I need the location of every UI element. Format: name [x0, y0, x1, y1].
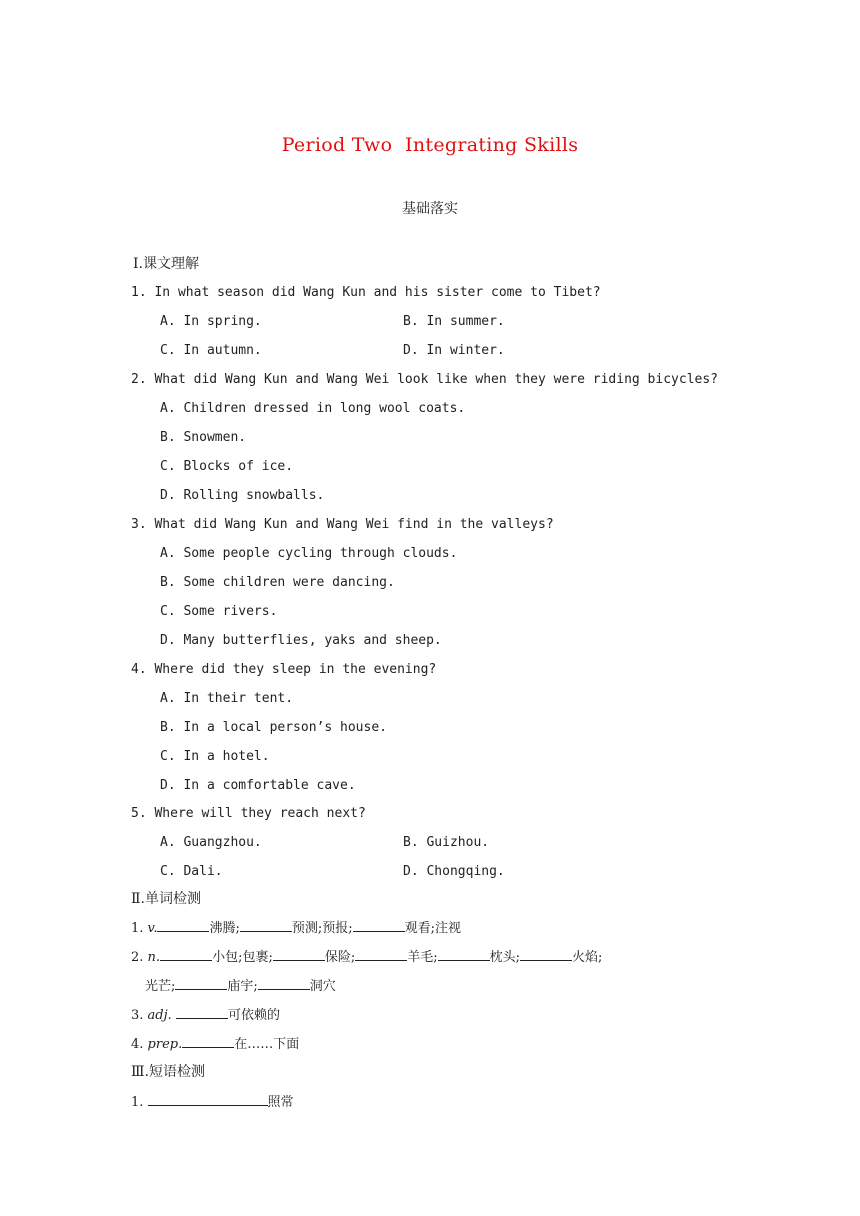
answer-blank[interactable]: [160, 948, 212, 961]
answer-blank[interactable]: [175, 977, 227, 990]
part-of-speech: prep.: [147, 1037, 183, 1052]
part-of-speech: n.: [147, 950, 161, 965]
vocab-definition: 羊毛;: [407, 950, 438, 965]
q3-option-c: C. Some rivers.: [160, 604, 278, 619]
q1-option-a: A. In spring.: [160, 314, 262, 329]
vocab-definition: 庙宇;: [227, 979, 258, 994]
q2-stem: 2. What did Wang Kun and Wang Wei look like when they were riding bicycles?: [131, 372, 718, 387]
section-3-heading: Ⅲ.短语检测: [131, 1064, 205, 1080]
q1-option-c: C. In autumn.: [160, 343, 262, 358]
vocab-definition: 小包;包裹;: [212, 950, 273, 965]
q4-option-a: A. In their tent.: [160, 691, 294, 706]
answer-blank[interactable]: [520, 948, 572, 961]
vocab-definition: 枕头;: [489, 950, 520, 965]
q5-option-d: D. Chongqing.: [403, 864, 505, 879]
vocab-definition: 在……下面: [234, 1037, 300, 1052]
vocab-definition: 保险;: [324, 950, 356, 965]
q4-stem: 4. Where did they sleep in the evening?: [131, 662, 437, 677]
vocab-definition: 观看;注视: [404, 921, 462, 936]
part-of-speech: v.: [147, 921, 158, 936]
answer-blank[interactable]: [240, 919, 292, 932]
q1-option-b: B. In summer.: [403, 314, 505, 329]
vocab-definition: 光芒;: [145, 979, 176, 994]
q5-option-c: C. Dali.: [160, 864, 223, 879]
vocab-definition: 洞穴: [309, 979, 336, 994]
page-subtitle: 基础落实: [402, 201, 458, 217]
answer-blank[interactable]: [182, 1035, 234, 1048]
q5-stem: 5. Where will they reach next?: [131, 806, 366, 821]
answer-blank[interactable]: [273, 948, 325, 961]
q4-option-c: C. In a hotel.: [160, 749, 270, 764]
vocab-definition: 可依赖的: [227, 1008, 280, 1023]
section-2-heading: Ⅱ.单词检测: [131, 891, 201, 907]
line-number: 3.: [131, 1008, 144, 1023]
section-1-heading: Ⅰ.课文理解: [133, 256, 199, 272]
answer-blank[interactable]: [355, 948, 407, 961]
vocab-line-2: [131, 948, 602, 967]
vocab-line-2-continued: [145, 977, 336, 996]
q2-option-d: D. Rolling snowballs.: [160, 488, 325, 503]
answer-blank[interactable]: [148, 1093, 268, 1106]
q3-option-a: A. Some people cycling through clouds.: [160, 546, 458, 561]
vocab-line-1: [131, 919, 461, 938]
phrase-definition: 照常: [267, 1095, 294, 1110]
answer-blank[interactable]: [176, 1006, 228, 1019]
vocab-definition: 沸腾;: [209, 921, 240, 936]
line-number: 1.: [131, 1095, 144, 1110]
vocab-line-4: [131, 1035, 299, 1054]
q4-option-d: D. In a comfortable cave.: [160, 778, 356, 793]
q4-option-b: B. In a local person’s house.: [160, 720, 387, 735]
phrase-line-1: [131, 1093, 294, 1112]
line-number: 1.: [131, 921, 144, 936]
answer-blank[interactable]: [438, 948, 490, 961]
q1-option-d: D. In winter.: [403, 343, 505, 358]
page-title: Period Two Integrating Skills: [281, 134, 579, 156]
q5-option-b: B. Guizhou.: [403, 835, 490, 850]
answer-blank[interactable]: [157, 919, 209, 932]
vocab-line-3: [131, 1006, 280, 1025]
part-of-speech: adj.: [147, 1008, 172, 1023]
q5-option-a: A. Guangzhou.: [160, 835, 262, 850]
answer-blank[interactable]: [258, 977, 310, 990]
q3-stem: 3. What did Wang Kun and Wang Wei find in the valleys?: [131, 517, 554, 532]
q2-option-a: A. Children dressed in long wool coats.: [160, 401, 466, 416]
answer-blank[interactable]: [353, 919, 405, 932]
q2-option-c: C. Blocks of ice.: [160, 459, 294, 474]
line-number: 2.: [131, 950, 144, 965]
line-number: 4.: [131, 1037, 144, 1052]
q3-option-d: D. Many butterflies, yaks and sheep.: [160, 633, 442, 648]
vocab-definition: 火焰;: [572, 950, 603, 965]
vocab-definition: 预测;预报;: [291, 921, 353, 936]
q1-stem: 1. In what season did Wang Kun and his sister come to Tibet?: [131, 285, 601, 300]
q3-option-b: B. Some children were dancing.: [160, 575, 395, 590]
q2-option-b: B. Snowmen.: [160, 430, 247, 445]
